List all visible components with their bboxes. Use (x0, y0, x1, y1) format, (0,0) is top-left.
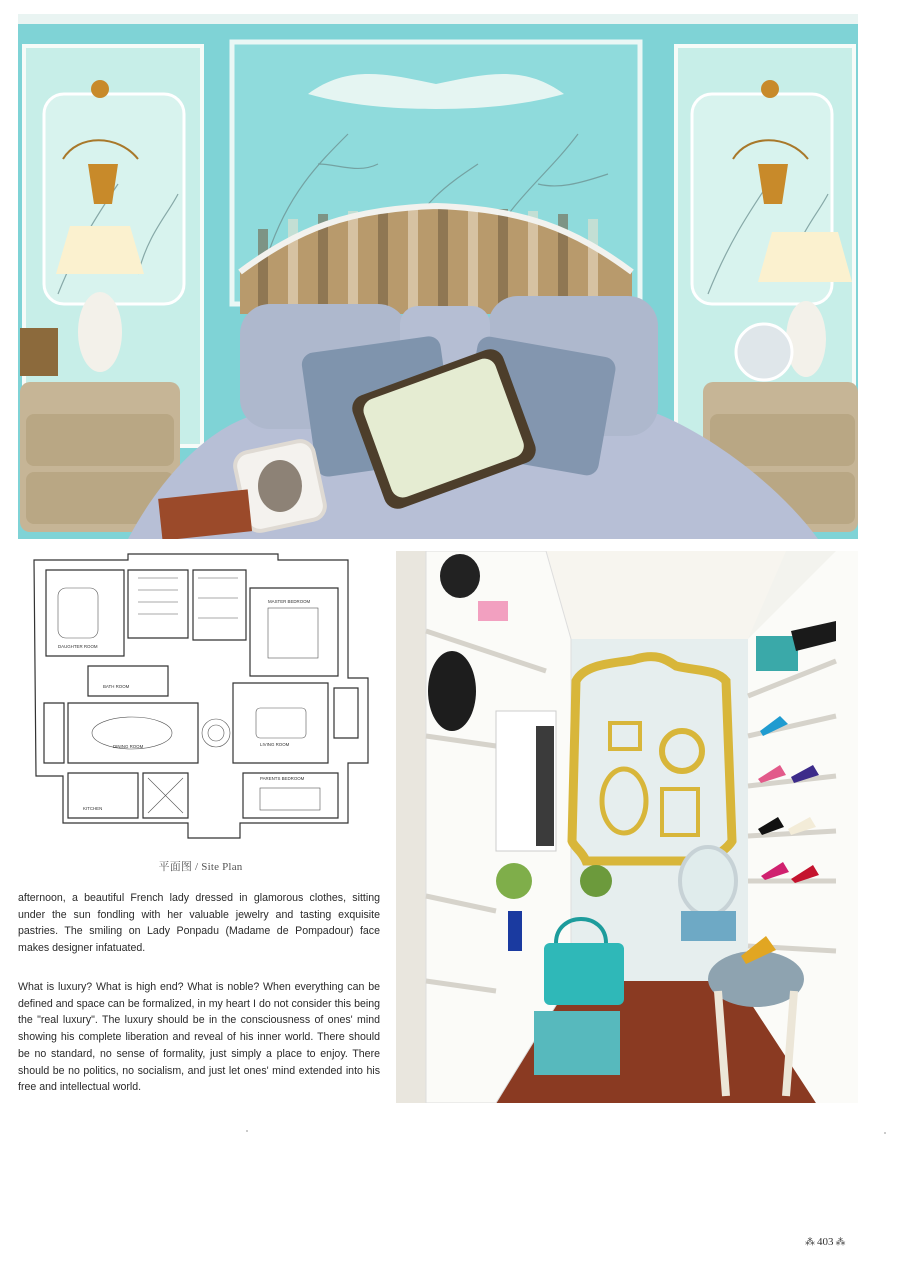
print-speck (246, 1130, 248, 1132)
plan-label-kitchen: KITCHEN (83, 806, 103, 811)
ornament-right-icon: ⁂ (835, 1236, 846, 1248)
floor-plan-illustration (28, 548, 373, 848)
ornament-left-icon: ⁂ (805, 1236, 815, 1248)
plan-label-daughter-room: DAUGHTER ROOM (58, 644, 98, 649)
bedroom-illustration (18, 14, 858, 539)
body-paragraph-1: afternoon, a beautiful French lady dressed in glamorous clothes, sitting under the sun fondling with her valuable jewelry and tasting exquisite pastries. The smiling on Lady Ponpadu (Madame de Pompadour) face makes designer infatuated. (18, 892, 380, 955)
plan-label-bath-room: BATH ROOM (103, 684, 130, 689)
page-folio (805, 1236, 846, 1248)
site-plan-drawing (28, 548, 373, 848)
site-plan-caption: 平面图 / Site Plan (158, 861, 243, 873)
closet-photo (396, 551, 858, 1103)
print-speck (884, 1132, 886, 1134)
body-paragraph-2: What is luxury? What is high end? What is noble? When everything can be defined and space can be formalized, in my heart I do not consider this being the "real luxury". The luxury should be in the consciousness of ones' mind showing his complete liberation and reveal of his inner world. There should be no standard, no sense of formality, just simply a place to enjoy. There should be no politics, no socialism, and just let ones' mind extended into his free and intellectual world. (18, 981, 380, 1094)
bedroom-photo (18, 14, 858, 539)
plan-label-master-bedroom: MASTER BEDROOM (268, 599, 311, 604)
plan-label-dining-room: DINING ROOM (113, 744, 144, 749)
plan-label-living-room: LIVING ROOM (260, 742, 290, 747)
page-number: 403 (817, 1236, 834, 1248)
plan-label-parents-bedroom: PARENTS BEDROOM (260, 776, 305, 781)
closet-illustration (396, 551, 858, 1103)
